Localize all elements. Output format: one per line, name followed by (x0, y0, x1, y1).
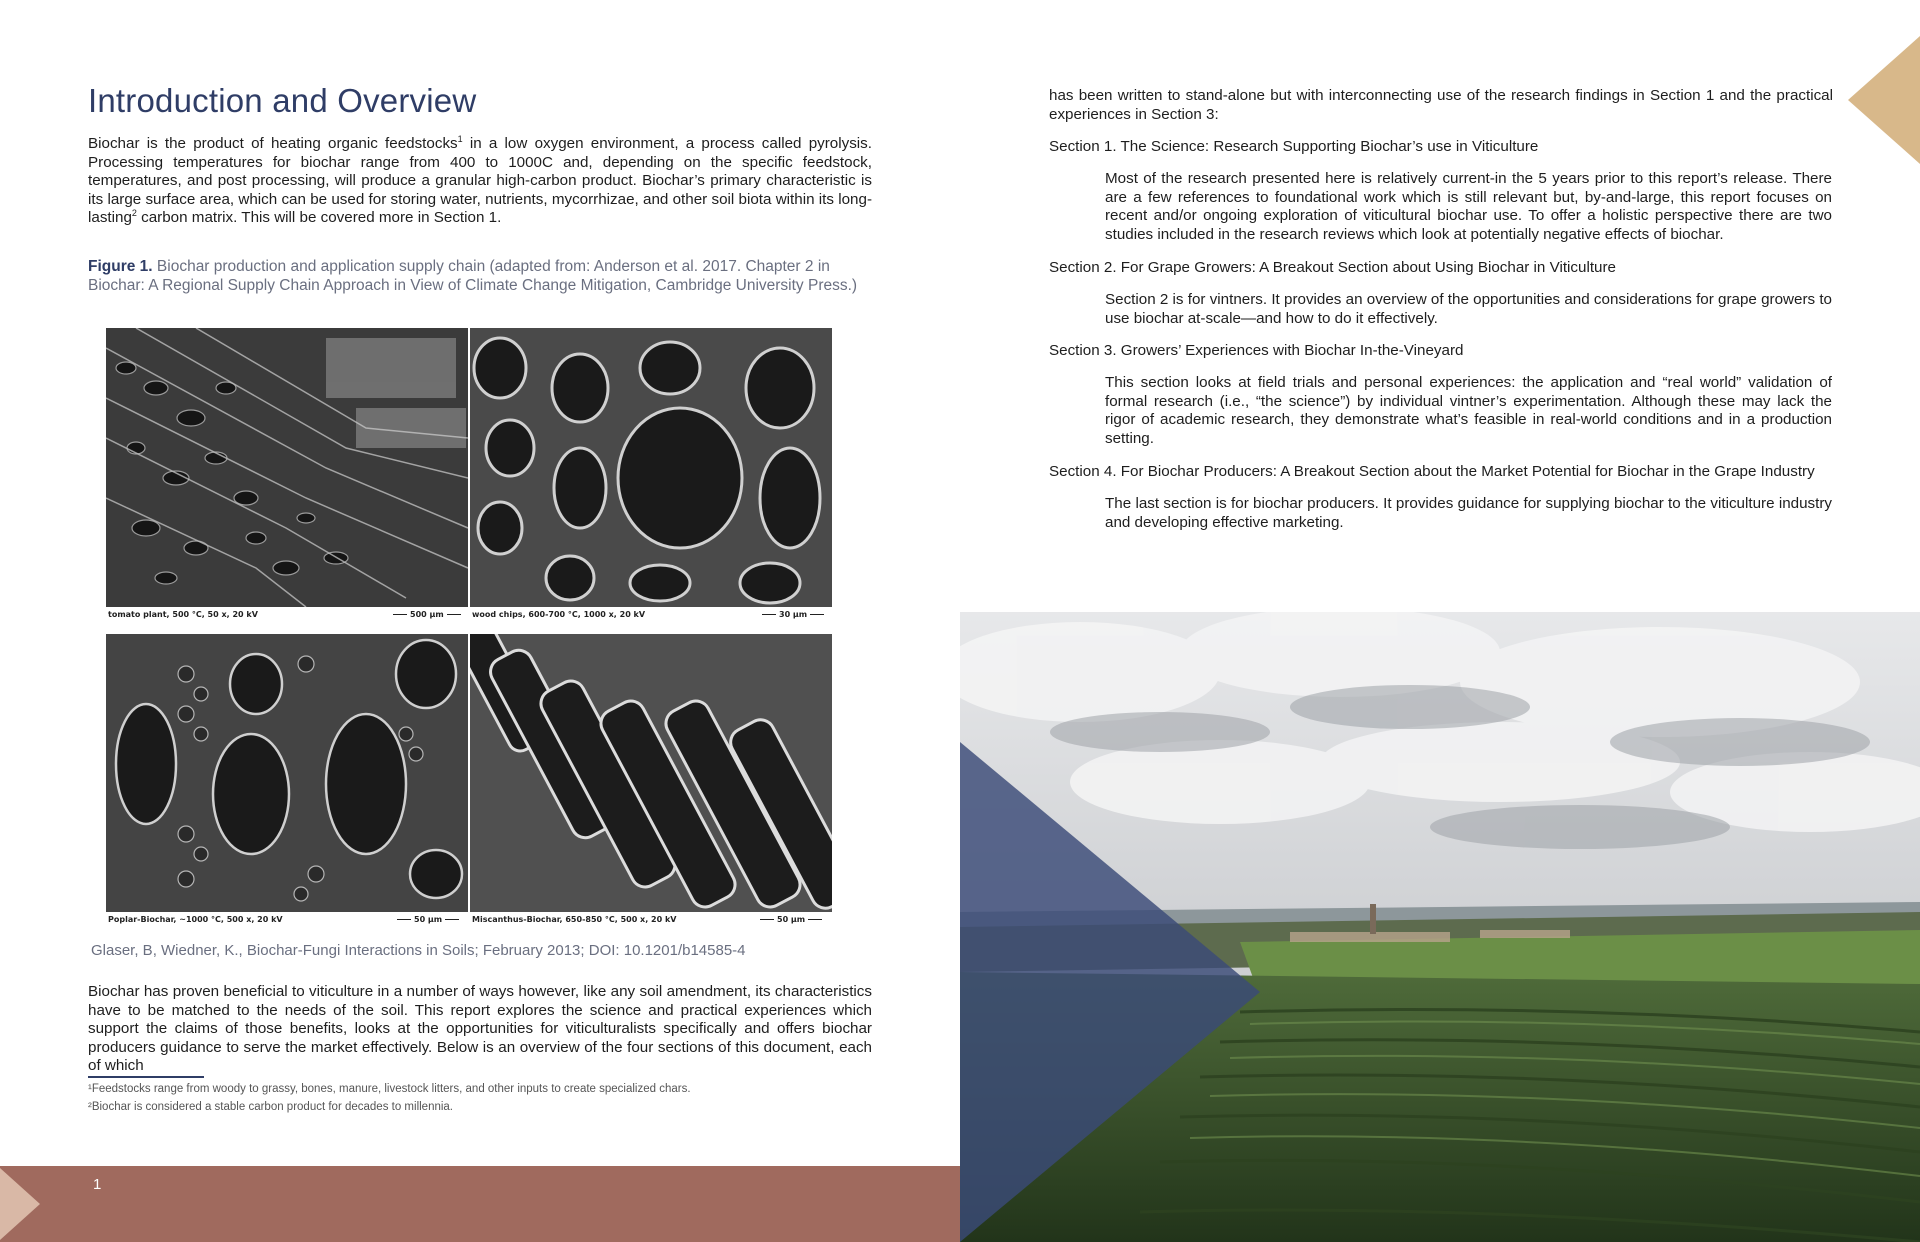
micrograph-tomato-plant (106, 328, 468, 607)
scale-bar (757, 915, 825, 924)
section-3-body: This section looks at field trials and personal experiences: the application and “real world” validation of formal research (i.e., “the science”) by individual vintner’s experimentation. Although these may lack the rigor of academic research, they demonstrate what’s feasible in real-world conditions and in a production setting. (1105, 374, 1832, 447)
micrograph-caption: wood chips, 600-700 °C, 1000 x, 20 kV (472, 610, 646, 619)
micrograph-caption: tomato plant, 500 °C, 50 x, 20 kV (108, 610, 258, 619)
micrograph-poplar-biochar (106, 634, 468, 912)
scale-label: 500 µm (410, 610, 444, 619)
figure-label: Figure 1. (88, 258, 153, 275)
scale-label: 30 µm (779, 610, 808, 619)
section-3-heading: Section 3. Growers’ Experiences with Biochar In-the-Vineyard (1049, 342, 1464, 359)
footnote-divider (88, 1076, 204, 1078)
intro-paragraph-1 (88, 135, 872, 228)
scale-bar (390, 610, 464, 619)
footnote-1: ¹Feedstocks range from woody to grassy, bones, manure, livestock litters, and other inputs to create specialized chars. (88, 1083, 691, 1095)
scale-label: 50 µm (777, 915, 806, 924)
section-2-body: Section 2 is for vintners. It provides an overview of the opportunities and considerations for grape growers to use biochar at-scale—and how to do it effectively. (1105, 291, 1832, 327)
continued-paragraph: has been written to stand-alone but with interconnecting use of the research findings in Section 1 and the practical experiences in Section 3: (1049, 87, 1833, 123)
footer-arrow-icon (0, 1168, 40, 1240)
intro-paragraph-2: Biochar has proven beneficial to viticulture in a number of ways however, like any soil amendment, its characteristics have to be matched to the needs of the soil. This report explores the science and practical experiences which support the claims of those benefits, looks at the opportunities for viticulturalists specifically and offers biochar producers guidance to serve the market effectively. Below is an overview of the four sections of this document, each of which (88, 983, 872, 1075)
page-number: 1 (93, 1176, 102, 1193)
section-4-body: The last section is for biochar producers. It provides guidance for supplying biochar to the viticulture industry and developing effective marketing. (1105, 495, 1832, 531)
micrograph-caption: Poplar-Biochar, ~1000 °C, 500 x, 20 kV (108, 915, 283, 924)
right-page (960, 0, 1920, 1242)
corner-tab-icon (1848, 36, 1920, 164)
section-1-body: Most of the research presented here is relatively current-in the 5 years prior to this report’s release. There are a few references to foundational work which is still relevant but, by-and-large, this report focuses on recent and/or ongoing exploration of viticultural biochar use. To offer a holistic perspective there are two studies included in the research reviews which look at potentially negative effects of biochar. (1105, 170, 1832, 243)
micrograph-caption: Miscanthus-Biochar, 650-850 °C, 500 x, 20 kV (472, 915, 677, 924)
intro-p1-text-a: Biochar is the product of heating organic feedstocks (88, 135, 458, 152)
section-1-heading: Section 1. The Science: Research Supporting Biochar’s use in Viticulture (1049, 138, 1539, 155)
footer-band (0, 1166, 960, 1242)
micrograph-wood-chips (470, 328, 832, 607)
page-title: Introduction and Overview (88, 82, 477, 119)
footnote-marker-1[interactable]: 1 (457, 133, 463, 144)
figure-caption (88, 257, 888, 295)
scale-bar (759, 610, 827, 619)
figure-caption-text: Biochar production and application supply chain (adapted from: Anderson et al. 2017. Chapter 2 in Biochar: A Regional Supply Chain Approach in View of Climate Change Mitigation, Cambridge University Press.) (88, 258, 858, 294)
micrograph-miscanthus-biochar (470, 634, 832, 912)
section-4-heading: Section 4. For Biochar Producers: A Breakout Section about the Market Potential for Biochar in the Grape Industry (1049, 463, 1815, 480)
footnote-marker-2[interactable]: 2 (131, 208, 137, 219)
vineyard-photo (960, 612, 1920, 1242)
footnote-2: ²Biochar is considered a stable carbon product for decades to millennia. (88, 1101, 454, 1113)
scale-label: 50 µm (414, 915, 443, 924)
sem-micrograph-figure (106, 328, 832, 924)
figure-source: Glaser, B, Wiedner, K., Biochar-Fungi Interactions in Soils; February 2013; DOI: 10.1201/b14585-4 (91, 942, 746, 959)
intro-p1-text-b: in a low oxygen environment, a process called pyrolysis. Processing temperatures for biochar range from 400 to 1000C and, depending on the specific feedstock, temperatures, and post processing, will produce a granular high-carbon product. Biochar’s primary characteristic is its large surface area, which can be used for storing water, nutrients, mycorrhizae, and other soil biota within its long-lasting (88, 135, 872, 227)
section-2-heading: Section 2. For Grape Growers: A Breakout Section about Using Biochar in Viticulture (1049, 259, 1617, 276)
intro-p1-text-c: carbon matrix. This will be covered more in Section 1. (136, 209, 502, 227)
scale-bar (394, 915, 462, 924)
